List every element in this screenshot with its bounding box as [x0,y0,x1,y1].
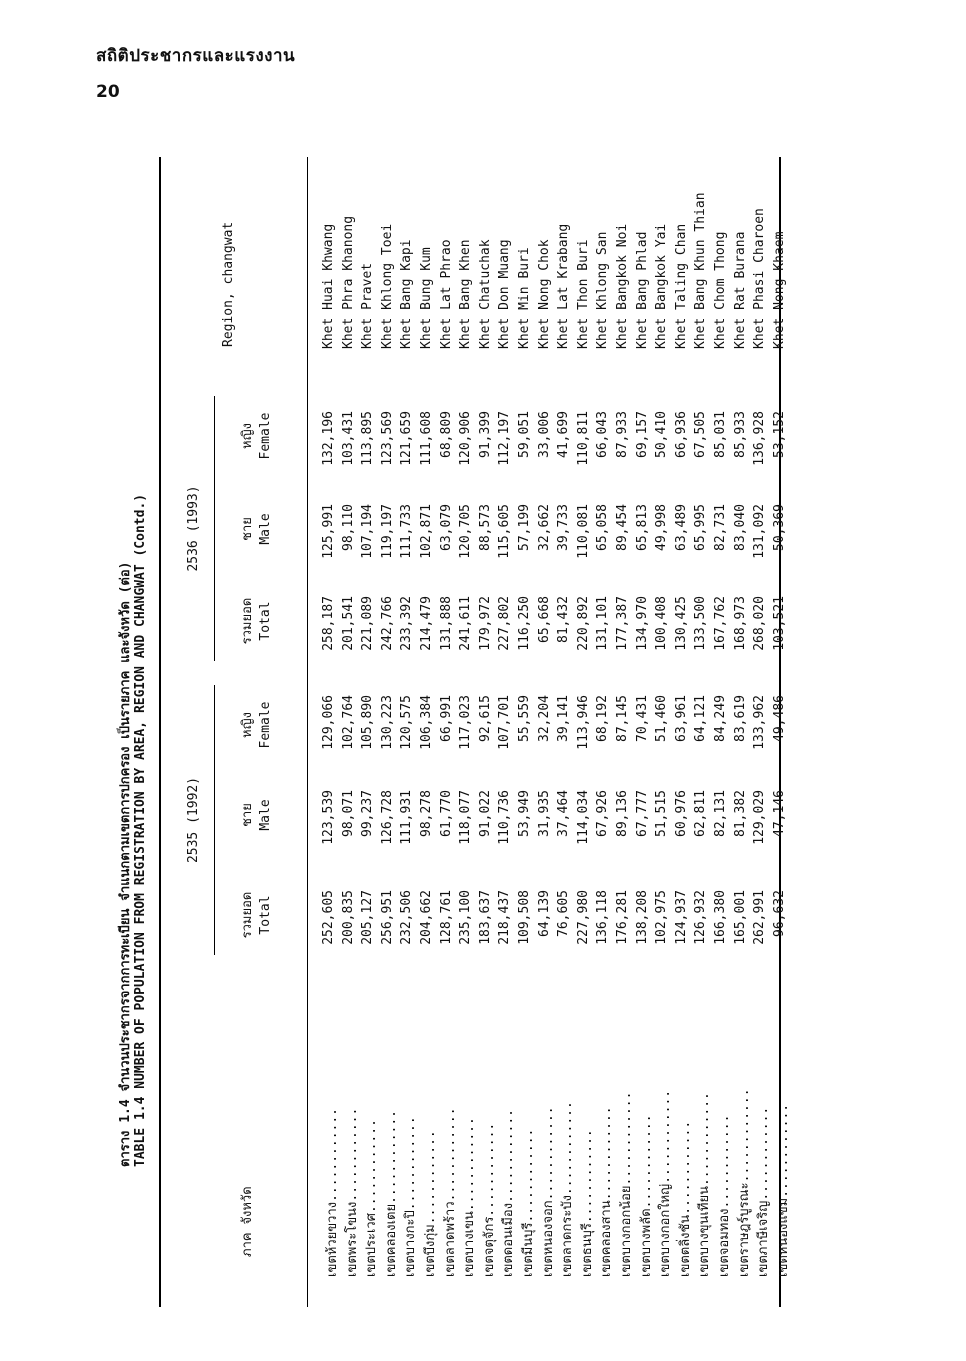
total-1993-cell: 130,425 [673,596,689,651]
region-english-cell: Khet Bang Phlad [634,231,650,349]
region-thai-cell: เขตบางเขน............ [462,1117,478,1277]
region-english-cell: Khet Pravet [360,262,376,349]
region-thai-cell: เขตบางขุนเทียน............ [697,1092,713,1277]
table-caption-thai: ตาราง 1.4 จำนวนประชากรจากการทะเบียน จำแนกตามเขตการปกครอง เป็นรายภาค และจังหวัด (ต่อ) [118,561,133,1167]
female-1993-cell: 66,936 [673,411,689,458]
male-header-eng-1993: Male [258,513,273,545]
male-1993-cell: 102,871 [419,504,434,559]
region-english-cell: Khet Phra Khanong [340,215,356,349]
region-english-cell: Khet Lat Krabang [556,223,572,349]
female-1993-cell: 91,399 [477,411,493,458]
region-thai-cell: เขตจตุจักร............ [481,1122,497,1277]
male-1993-cell: 111,733 [399,504,415,559]
female-1992-cell: 92,615 [477,695,493,742]
page-number: 20 [96,82,120,102]
total-1992-cell: 218,437 [497,890,513,945]
total-1992-cell: 205,127 [360,890,376,945]
region-english-cell: Khet Huai Khwang [321,223,336,349]
total-1993-cell: 81,432 [556,596,572,643]
male-1992-cell: 114,034 [575,790,591,845]
region-header-thai: ภาค จังหวัด [240,1186,255,1257]
female-1993-cell: 53,152 [771,411,787,458]
male-1992-cell: 98,071 [340,790,356,837]
region-english-cell: Khet Thon Buri [575,239,591,349]
total-1992-cell: 96,632 [771,890,787,937]
male-1993-cell: 63,489 [673,504,689,551]
region-thai-cell: เขตคลองสาน............ [599,1106,615,1277]
region-thai-cell: เขตภาษีเจริญ............ [756,1106,772,1277]
female-1992-cell: 68,192 [595,695,611,742]
female-1992-cell: 64,121 [693,695,709,742]
female-1992-cell: 133,962 [752,695,768,750]
total-1993-cell: 131,888 [438,596,454,651]
running-title: สถิติประชากรและแรงงาน [96,46,296,66]
region-thai-cell: เขตห้วยขวาง............ [325,1107,340,1277]
total-1993-cell: 241,611 [458,596,474,651]
male-1993-cell: 131,092 [752,504,768,559]
region-thai-cell: เขตจอมทอง............ [717,1114,732,1277]
total-1992-cell: 124,937 [673,890,689,945]
total-1992-cell: 204,662 [419,890,434,945]
male-1992-cell: 123,539 [321,790,336,845]
table-caption-english: TABLE 1.4 NUMBER OF POPULATION FROM REGISTRATION BY AREA, REGION AND CHANGWAT (Contd.) [133,493,148,1167]
total-1992-cell: 109,508 [517,890,532,945]
region-thai-cell: เขตลาดพร้าว............ [442,1107,458,1277]
total-1992-cell: 183,637 [477,890,493,945]
female-1992-cell: 102,764 [340,695,356,750]
female-1992-cell: 120,575 [399,695,415,750]
total-1993-cell: 242,766 [379,596,395,651]
total-1993-cell: 221,089 [360,596,376,651]
male-1993-cell: 98,110 [340,504,356,551]
male-1993-cell: 119,197 [379,504,395,559]
female-1993-cell: 111,608 [419,411,434,466]
region-english-cell: Khet Chom Thong [713,231,728,349]
region-thai-cell: เขตราษฎร์บูรณะ............ [736,1088,752,1277]
region-english-cell: Khet Bung Kum [419,247,434,349]
total-1992-cell: 176,281 [615,890,630,945]
female-1992-cell: 129,066 [321,695,336,750]
female-1992-cell: 117,023 [458,695,474,750]
female-1993-cell: 69,157 [634,411,650,458]
male-1993-cell: 89,454 [615,504,630,551]
female-1993-cell: 85,031 [713,411,728,458]
male-1993-cell: 65,995 [693,504,709,551]
female-1992-cell: 66,991 [438,695,454,742]
total-1993-cell: 134,970 [634,596,650,651]
total-1992-cell: 165,001 [732,890,748,945]
male-1993-cell: 32,662 [536,504,552,551]
female-1993-cell: 123,569 [379,411,395,466]
female-1993-cell: 66,043 [595,411,611,458]
total-1992-cell: 262,991 [752,890,768,945]
total-1993-cell: 65,668 [536,596,552,643]
male-1992-cell: 98,278 [419,790,434,837]
male-1992-cell: 129,029 [752,790,768,845]
region-english-cell: Khet Taling Chan [673,223,689,349]
region-thai-cell: เขตมีนบุรี............ [521,1128,536,1277]
table-header-rule [307,157,308,1307]
total-1992-cell: 128,761 [438,890,454,945]
female-1992-cell: 107,701 [497,695,513,750]
region-thai-cell: เขตบึงกุ่ม............ [423,1130,438,1277]
male-1993-cell: 63,079 [438,504,454,551]
male-1993-cell: 107,194 [360,504,376,559]
male-1992-cell: 53,949 [517,790,532,837]
male-1993-cell: 83,040 [732,504,748,551]
female-1993-cell: 59,051 [517,411,532,458]
male-1992-cell: 118,077 [458,790,474,845]
female-1993-cell: 67,505 [693,411,709,458]
total-1992-cell: 232,506 [399,890,415,945]
female-1992-cell: 130,223 [379,695,395,750]
total-1992-cell: 227,980 [575,890,591,945]
region-thai-cell: เขตพระโขนง............ [344,1107,360,1277]
female-1992-cell: 87,145 [615,695,630,742]
female-1992-cell: 39,141 [556,695,572,742]
total-1993-cell: 268,020 [752,596,768,651]
region-thai-cell: เขตหนองจอก............ [540,1106,556,1277]
total-1992-cell: 126,932 [693,890,709,945]
total-1992-cell: 138,208 [634,890,650,945]
female-1992-cell: 32,204 [536,695,552,742]
region-english-cell: Khet Don Muang [497,239,513,349]
female-1993-cell: 41,699 [556,411,572,458]
region-thai-cell: เขตธนบุรี............ [579,1129,595,1277]
region-thai-cell: เขตตลิ่งชัน............ [677,1120,693,1277]
female-1993-cell: 120,906 [458,411,474,466]
male-1992-cell: 62,811 [693,790,709,837]
male-1992-cell: 31,935 [536,790,552,837]
female-1992-cell: 51,460 [654,695,670,742]
region-thai-cell: เขตประเวศ............ [364,1119,380,1277]
year2-header: 2536 (1993) [186,485,201,572]
male-1993-cell: 65,813 [634,504,650,551]
total-header-eng-1993: Total [258,601,273,641]
male-1993-cell: 65,058 [595,504,611,551]
male-1993-cell: 50,369 [771,504,787,551]
male-1993-cell: 49,998 [654,504,670,551]
male-1992-cell: 67,926 [595,790,611,837]
region-english-cell: Khet Chatuchak [477,239,493,349]
male-header-thai-1992: ชาย [240,803,255,827]
total-1992-cell: 64,139 [536,890,552,937]
male-1992-cell: 111,931 [399,790,415,845]
male-1993-cell: 39,733 [556,504,572,551]
female-1992-cell: 70,431 [634,695,650,742]
region-english-cell: Khet Lat Phrao [438,239,454,349]
table-top-rule [159,157,161,1307]
male-1992-cell: 99,237 [360,790,376,837]
male-1992-cell: 89,136 [615,790,630,837]
male-1993-cell: 125,991 [321,504,336,559]
male-1992-cell: 51,515 [654,790,670,837]
female-1992-cell: 84,249 [713,695,728,742]
total-1993-cell: 131,101 [595,596,611,651]
female-header-thai-1992: หญิง [240,712,255,738]
female-1992-cell: 63,961 [673,695,689,742]
region-thai-cell: เขตดอนเมือง............ [501,1109,517,1277]
male-1992-cell: 61,770 [438,790,454,837]
total-1992-cell: 200,835 [340,890,356,945]
female-1993-cell: 68,809 [438,411,454,458]
year2-underline [214,396,215,661]
total-1992-cell: 136,118 [595,890,611,945]
female-1992-cell: 49,486 [771,695,787,742]
total-1992-cell: 102,975 [654,890,670,945]
region-english-cell: Khet Nong Khaem [771,231,787,349]
region-thai-cell: เขตบางกะปิ............ [403,1116,419,1277]
female-1993-cell: 110,811 [575,411,591,466]
total-header-thai-1993: รวมยอด [240,597,255,645]
region-thai-cell: เขตหนองแขม............ [775,1103,791,1277]
female-1992-cell: 105,890 [360,695,376,750]
male-1993-cell: 120,705 [458,504,474,559]
male-1993-cell: 110,081 [575,504,591,559]
male-1992-cell: 60,976 [673,790,689,837]
region-thai-cell: เขตลาดกระบัง............ [560,1101,576,1277]
male-1992-cell: 126,728 [379,790,395,845]
male-header-thai-1993: ชาย [240,517,255,541]
female-header-eng-1993: Female [258,412,273,460]
total-1993-cell: 220,892 [575,596,591,651]
male-1992-cell: 81,382 [732,790,748,837]
total-1993-cell: 103,521 [771,596,787,651]
male-1993-cell: 57,199 [517,504,532,551]
total-1993-cell: 168,973 [732,596,748,651]
region-english-cell: Khet Bangkok Yai [654,223,670,349]
male-1993-cell: 82,731 [713,504,728,551]
region-english-cell: Khet Rat Burana [732,231,748,349]
total-1993-cell: 116,250 [517,596,532,651]
year1-header: 2535 (1992) [186,776,201,864]
female-1993-cell: 85,933 [732,411,748,458]
region-english-cell: Khet Bangkok Noi [615,223,630,349]
male-1993-cell: 115,605 [497,504,513,559]
female-1993-cell: 132,196 [321,411,336,466]
total-1992-cell: 256,951 [379,890,395,945]
region-thai-cell: เขตบางกอกน้อย............ [619,1091,634,1277]
female-1992-cell: 113,946 [575,695,591,750]
female-1993-cell: 87,933 [615,411,630,458]
female-1992-cell: 83,619 [732,695,748,742]
total-1992-cell: 166,380 [713,890,728,945]
region-english-cell: Khet Nong Chok [536,239,552,349]
female-1993-cell: 50,410 [654,411,670,458]
total-1992-cell: 252,605 [321,890,336,945]
total-1992-cell: 76,605 [556,890,572,937]
total-1993-cell: 201,541 [340,596,356,651]
total-1993-cell: 227,802 [497,596,513,651]
female-header-eng-1992: Female [258,701,273,749]
table-row [772,157,797,1317]
male-1992-cell: 47,146 [771,790,787,837]
total-1993-cell: 167,762 [713,596,728,651]
female-1992-cell: 55,559 [517,695,532,742]
region-thai-cell: เขตบางพลัด............ [638,1114,654,1277]
region-english-cell: Khet Bang Khun Thian [693,192,709,349]
male-1992-cell: 82,131 [713,790,728,837]
male-1992-cell: 91,022 [477,790,493,837]
region-english-cell: Khet Bang Khen [458,239,474,349]
region-thai-cell: เขตบางกอกใหญ่............ [658,1089,674,1277]
male-1992-cell: 37,464 [556,790,572,837]
female-1993-cell: 113,895 [360,411,376,466]
total-header-eng-1992: Total [258,895,273,935]
year1-underline [214,685,215,955]
total-1993-cell: 133,500 [693,596,709,651]
female-1993-cell: 136,928 [752,411,768,466]
total-header-thai-1992: รวมยอด [240,891,255,939]
total-1993-cell: 233,392 [399,596,415,651]
rotated-table [96,157,886,1317]
female-1993-cell: 121,659 [399,411,415,466]
female-1993-cell: 103,431 [340,411,356,466]
male-1992-cell: 67,777 [634,790,650,837]
region-english-cell: Khet Min Buri [517,247,532,349]
female-1993-cell: 112,197 [497,411,513,466]
male-1992-cell: 110,736 [497,790,513,845]
female-1993-cell: 33,006 [536,411,552,458]
total-1992-cell: 235,100 [458,890,474,945]
region-english-cell: Khet Bang Kapi [399,239,415,349]
region-english-cell: Khet Phasi Charoen [752,208,768,349]
total-1993-cell: 177,387 [615,596,630,651]
region-header-english: Region, changwat [221,221,236,347]
region-thai-cell: เขตคลองเตย............ [383,1109,399,1277]
total-1993-cell: 258,187 [321,596,336,651]
male-1993-cell: 88,573 [477,504,493,551]
region-english-cell: Khet Khlong San [595,231,611,349]
female-header-thai-1993: หญิง [240,423,255,449]
region-english-cell: Khet Khlong Toei [379,223,395,349]
total-1993-cell: 100,408 [654,596,670,651]
female-1992-cell: 106,384 [419,695,434,750]
male-header-eng-1992: Male [258,799,273,831]
total-1993-cell: 214,479 [419,596,434,651]
total-1993-cell: 179,972 [477,596,493,651]
